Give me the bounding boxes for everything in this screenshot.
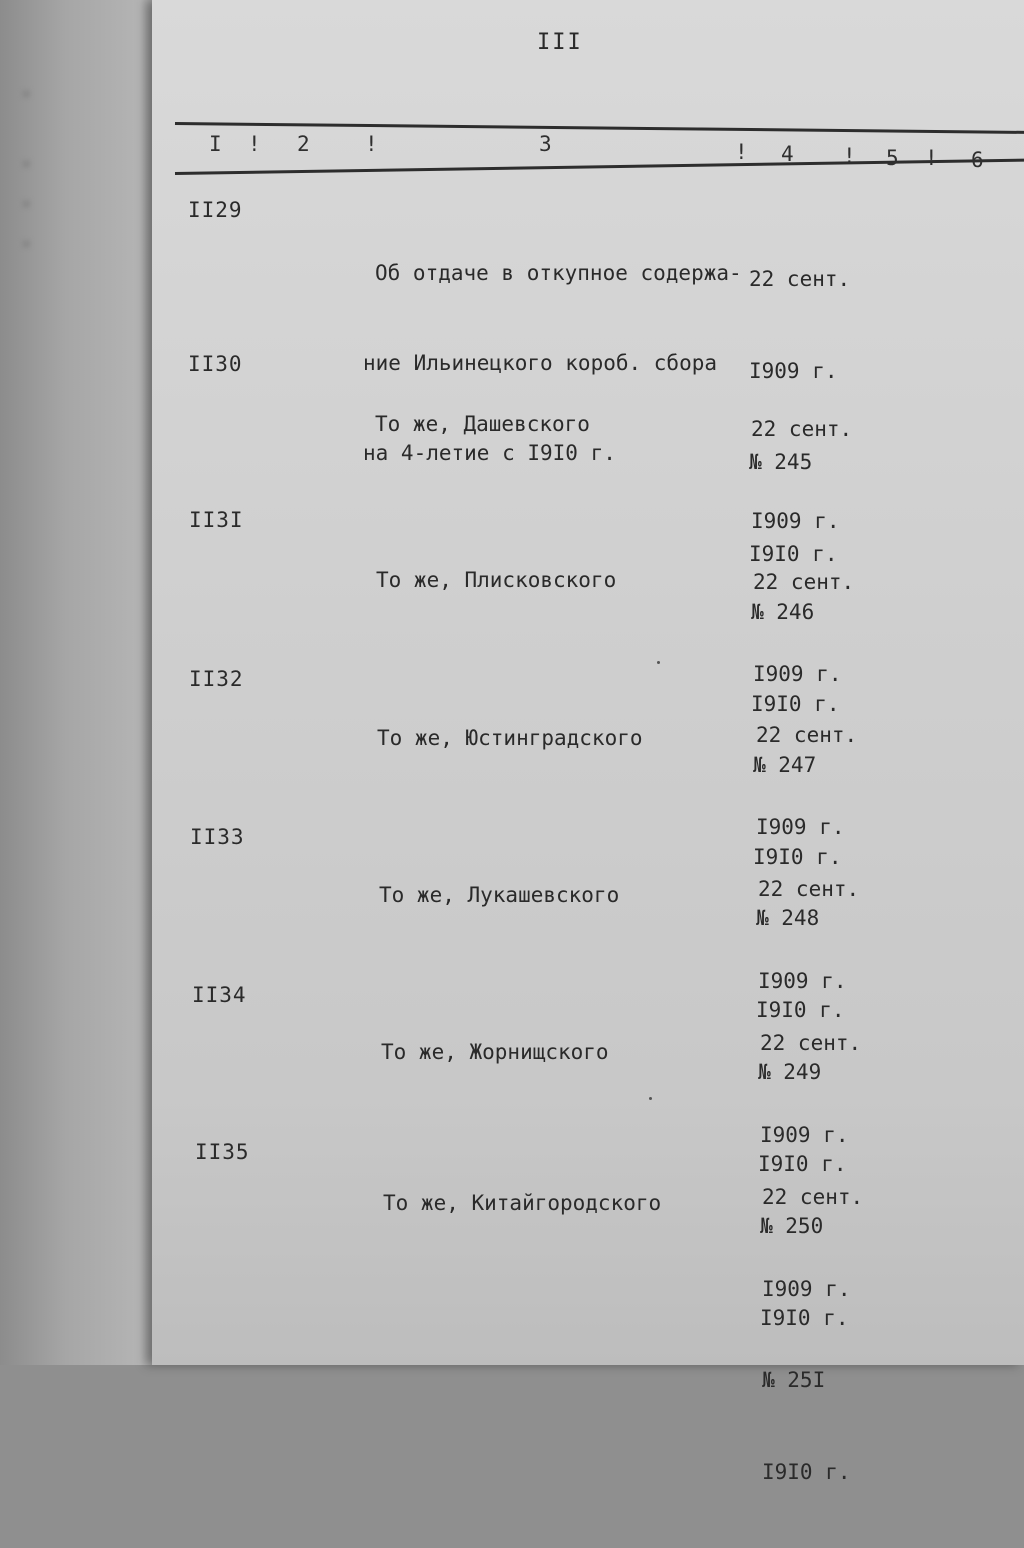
- facing-page-blur-mark: ▪: [20, 150, 33, 174]
- column-header-5: 5: [886, 146, 899, 170]
- column-separator: !: [843, 144, 856, 168]
- facing-page-blur-mark: ▪: [20, 230, 33, 254]
- entry-number: II32: [189, 667, 244, 691]
- entry-title-line: ние Ильинецкого короб. сбора: [363, 351, 718, 375]
- entry-title: [375, 349, 590, 499]
- entry-date-year-effective: I9I0 г.: [756, 997, 845, 1022]
- entry-date-number: № 25I: [762, 1368, 826, 1392]
- column-header-3: 3: [539, 132, 552, 156]
- entry-date-day: 22 сент.: [753, 570, 855, 594]
- entry-title: [377, 663, 643, 813]
- entry-date-day: 22 сент.: [751, 417, 853, 441]
- entry-date-number: № 245: [749, 450, 813, 474]
- entry-title: [379, 820, 619, 970]
- entry-date-day: 22 сент.: [758, 877, 860, 901]
- entry-date-number: № 250: [760, 1214, 824, 1238]
- entry-date-day: 22 сент.: [762, 1185, 864, 1209]
- entry-date-number: № 247: [753, 753, 817, 777]
- column-separator: !: [365, 132, 378, 156]
- entry-date-year: I909 г.: [753, 661, 842, 686]
- facing-page-blur-mark: ▪: [20, 190, 33, 214]
- entry-date-year: I909 г.: [756, 814, 845, 839]
- entry-title-line: То же, Дашевского: [375, 412, 590, 436]
- entry-title-line: То же, Китайгородского: [383, 1191, 662, 1215]
- page-number: III: [537, 30, 583, 55]
- entry-date-year-effective: I9I0 г.: [758, 1151, 847, 1176]
- facing-page-edge: [0, 0, 165, 1365]
- entry-date-year-effective: I9I0 г.: [753, 844, 842, 869]
- entry-date-year-effective: I9I0 г.: [762, 1459, 851, 1484]
- entry-title-line: То же, Плисковского: [376, 568, 617, 592]
- entry-number: II29: [188, 198, 243, 222]
- paper-speck: [657, 661, 660, 664]
- column-header-1: I: [209, 132, 222, 156]
- column-separator: !: [735, 140, 748, 164]
- entry-title-line: То же, Лукашевского: [379, 883, 620, 907]
- entry-number: II33: [190, 825, 245, 849]
- entry-date-year: I909 г.: [751, 508, 840, 533]
- entry-date-year: I909 г.: [760, 1122, 849, 1147]
- entry-date: [762, 1121, 863, 1548]
- entry-number: II30: [188, 352, 243, 376]
- entry-title: [381, 977, 609, 1127]
- entry-date-year: I909 г.: [749, 358, 838, 383]
- column-header-2: 2: [297, 132, 310, 156]
- entry-date-year: I909 г.: [758, 968, 847, 993]
- entry-title: [376, 505, 616, 655]
- entry-number: II3I: [189, 508, 244, 532]
- entry-title-line: То же, Юстинградского: [377, 726, 643, 750]
- entry-title-line: То же, Жорнищского: [381, 1040, 609, 1064]
- entry-date-day: 22 сент.: [756, 723, 858, 747]
- entry-title: [383, 1128, 661, 1278]
- entry-date-day: 22 сент.: [749, 267, 851, 291]
- entry-date-year-effective: I9I0 г.: [751, 691, 840, 716]
- column-header-6: 6: [971, 148, 984, 172]
- entry-title-line: на 4-летие с I9I0 г.: [363, 441, 616, 465]
- column-header-4: 4: [781, 142, 794, 166]
- entry-date-number: № 248: [756, 906, 820, 930]
- entry-date-number: № 246: [751, 600, 815, 624]
- entry-number: II35: [195, 1140, 250, 1164]
- entry-date-year-effective: I9I0 г.: [760, 1305, 849, 1330]
- column-separator: !: [925, 146, 938, 170]
- column-separator: !: [248, 132, 261, 156]
- paper-speck: [649, 1097, 652, 1100]
- entry-date-number: № 249: [758, 1060, 822, 1084]
- entry-date-year: I909 г.: [762, 1276, 851, 1301]
- entry-title-line: Об отдаче в откупное содержа-: [375, 261, 742, 285]
- facing-page-blur-mark: ▪: [20, 80, 33, 104]
- entry-date-day: 22 сент.: [760, 1031, 862, 1055]
- entry-date-year-effective: I9I0 г.: [749, 541, 838, 566]
- entry-number: II34: [192, 983, 247, 1007]
